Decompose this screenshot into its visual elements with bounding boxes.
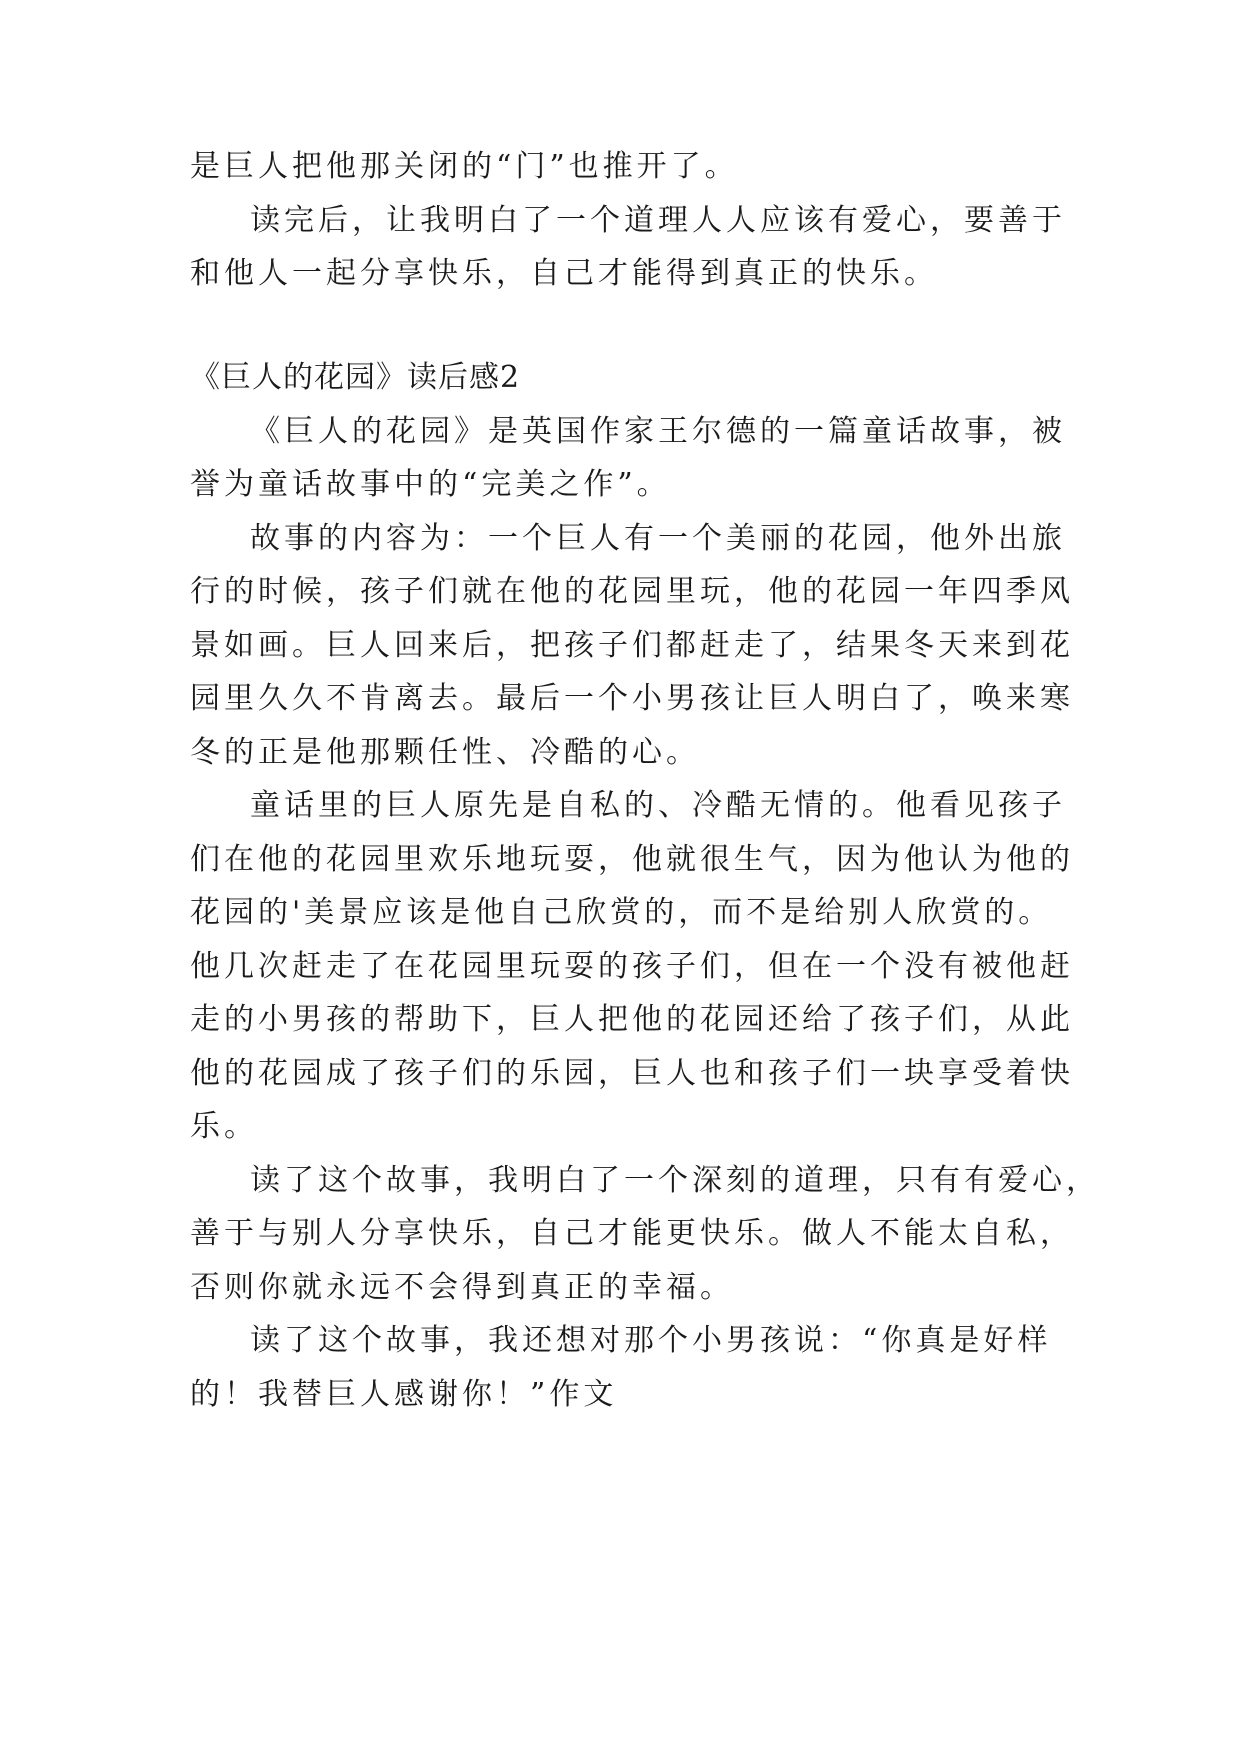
text-line: 景如画。巨人回来后，把孩子们都赶走了，结果冬天来到花	[190, 628, 1074, 663]
text-line: 否则你就永远不会得到真正的幸福。	[190, 1270, 734, 1305]
text-line: 乐。	[190, 1109, 258, 1144]
text-line: 园里久久不肯离去。最后一个小男孩让巨人明白了，唤来寒	[190, 681, 1074, 716]
section-title: 《巨人的花园》读后感2	[190, 360, 521, 395]
text-line: 花园的'美景应该是他自己欣赏的，而不是给别人欣赏的。	[190, 895, 1053, 930]
text-line: 是巨人把他那关闭的“门”也推开了。	[190, 149, 739, 184]
text-line: 誉为童话故事中的“完美之作”。	[190, 467, 671, 502]
text-line: 走的小男孩的帮助下，巨人把他的花园还给了孩子们，从此	[190, 1002, 1074, 1037]
text-line: 冬的正是他那颗任性、冷酷的心。	[190, 735, 700, 770]
text-line: 他几次赶走了在花园里玩耍的孩子们，但在一个没有被他赶	[190, 949, 1074, 984]
text-line: 《巨人的花园》是英国作家王尔德的一篇童话故事，被	[250, 414, 1066, 449]
text-line: 读了这个故事，我还想对那个小男孩说：“你真是好样	[250, 1323, 1052, 1358]
text-line: 他的花园成了孩子们的乐园，巨人也和孩子们一块享受着快	[190, 1056, 1074, 1091]
text-line: 读完后，让我明白了一个道理人人应该有爱心，要善于	[250, 203, 1066, 238]
text-line: 的！我替巨人感谢你！”作文	[190, 1377, 618, 1412]
text-line: 们在他的花园里欢乐地玩耍，他就很生气，因为他认为他的	[190, 842, 1074, 877]
text-line: 行的时候，孩子们就在他的花园里玩，他的花园一年四季风	[190, 574, 1074, 609]
text-line: 读了这个故事，我明白了一个深刻的道理，只有有爱心，	[250, 1163, 1100, 1198]
text-line: 故事的内容为：一个巨人有一个美丽的花园，他外出旅	[250, 521, 1066, 556]
text-line: 善于与别人分享快乐，自己才能更快乐。做人不能太自私，	[190, 1216, 1074, 1251]
text-line: 童话里的巨人原先是自私的、冷酷无情的。他看见孩子	[250, 788, 1066, 823]
text-line: 和他人一起分享快乐，自己才能得到真正的快乐。	[190, 256, 938, 291]
